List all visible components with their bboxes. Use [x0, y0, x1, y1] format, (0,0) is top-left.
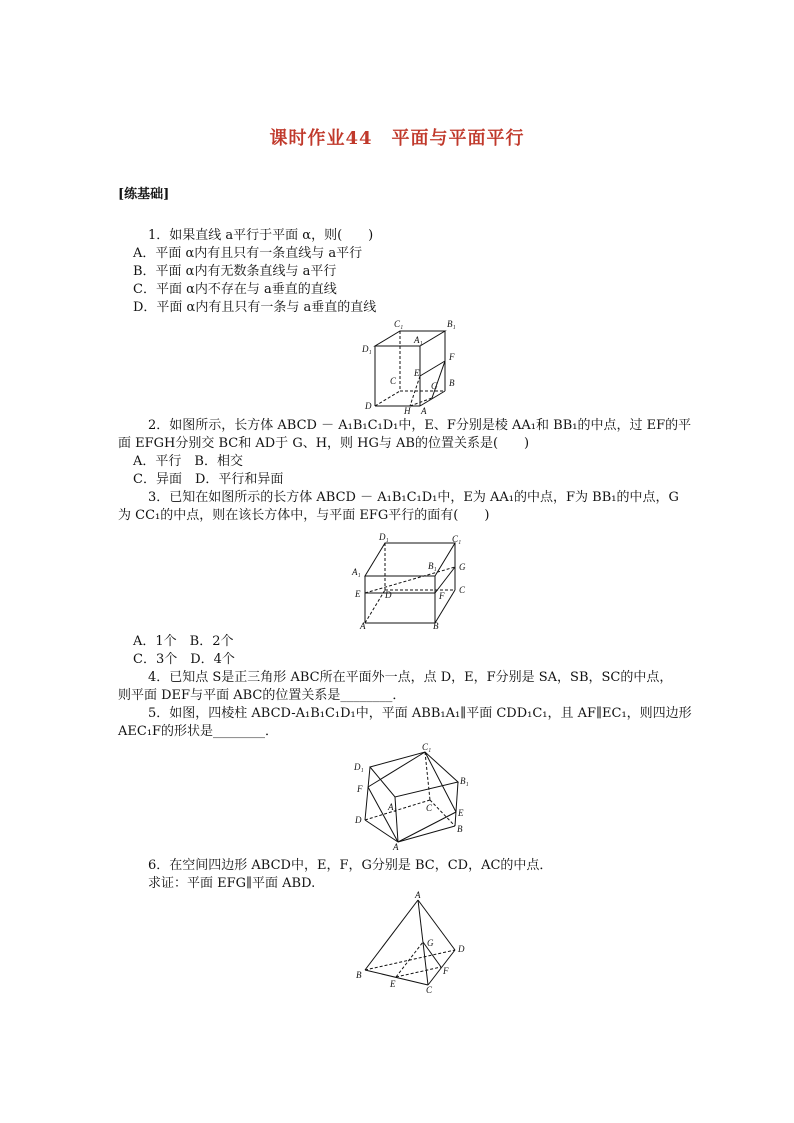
label-f: F: [439, 591, 445, 601]
label-e: E: [390, 979, 396, 989]
q1-option-b: B．平面 α内有无数条直线与 a平行: [133, 264, 337, 279]
figure-cuboid-q2: [360, 316, 470, 416]
figure-cuboid-q3: [350, 531, 480, 631]
q4-stem-line2: 则平面 DEF与平面 ABC的位置关系是________．: [118, 688, 406, 703]
q1-option-d: D．平面 α内有且只有一条与 a垂直的直线: [133, 300, 377, 315]
q6-stem: 6．在空间四边形 ABCD中，E，F，G分别是 BC，CD，AC的中点．: [148, 858, 553, 873]
label-b: B: [457, 824, 463, 834]
q1-stem: 1．如果直线 a平行于平面 α，则( ): [148, 228, 374, 243]
q3-stem-line2: 为 CC₁的中点，则在该长方体中，与平面 EFG平行的面有( ): [118, 508, 490, 523]
q3-options-cd: C．3个 D．4个: [133, 652, 235, 667]
label-a1: A₁: [388, 802, 397, 812]
label-a1: A₁: [352, 567, 361, 577]
label-b: B: [433, 621, 439, 631]
label-c1: C₁: [452, 534, 462, 544]
label-b1: B₁: [460, 776, 469, 786]
q1-option-c: C．平面 α内不存在与 a垂直的直线: [133, 282, 337, 297]
q2-options-ab: A．平行 B．相交: [133, 454, 243, 469]
label-d: D: [385, 590, 392, 600]
label-b1: B₁: [447, 319, 456, 329]
label-e: E: [414, 368, 420, 378]
label-a: A: [421, 406, 427, 416]
label-b1: B₁: [428, 561, 437, 571]
label-a: A: [415, 890, 421, 900]
label-d1: D₁: [379, 532, 389, 542]
label-h: H: [404, 406, 411, 416]
label-c1: C₁: [422, 742, 432, 752]
label-b: B: [449, 378, 455, 388]
section-heading: [练基础]: [118, 187, 170, 202]
q5-stem-line1: 5．如图，四棱柱 ABCD-A₁B₁C₁D₁中，平面 ABB₁A₁∥平面 CDD₁C₁，且 AF∥EC₁，则四边形: [148, 706, 692, 721]
q2-stem-line1: 2．如图所示，长方体 ABCD － A₁B₁C₁D₁中，E、F分别是棱 AA₁和 BB₁的中点，过 EF的平: [148, 418, 692, 433]
label-c: C: [459, 585, 466, 595]
label-g: G: [427, 938, 434, 948]
label-f: F: [357, 784, 363, 794]
q5-stem-line2: AEC₁F的形状是________．: [118, 724, 279, 739]
label-d1: D₁: [362, 344, 372, 354]
label-g: G: [459, 562, 466, 572]
q3-stem-line1: 3．已知在如图所示的长方体 ABCD － A₁B₁C₁D₁中，E为 AA₁的中点，F为 BB₁的中点，G: [148, 490, 679, 505]
label-b: B: [356, 970, 362, 980]
q2-stem-line2: 面 EFGH分别交 BC和 AD于 G、H，则 HG与 AB的位置关系是( ): [118, 436, 530, 451]
label-a1: A₁: [414, 335, 423, 345]
label-d: D: [365, 401, 372, 411]
label-e: E: [355, 589, 361, 599]
figure-prism-q5: [350, 742, 470, 852]
label-c: C: [426, 985, 433, 995]
q1-option-a: A．平面 α内有且只有一条直线与 a平行: [133, 246, 363, 261]
figure-tetrahedron-q6: [350, 890, 470, 995]
page-title: 课时作业44 平面与平面平行: [269, 128, 525, 149]
label-f: F: [449, 352, 455, 362]
label-c1: C₁: [394, 319, 404, 329]
q2-options-cd: C．异面 D．平行和异面: [133, 472, 284, 487]
q4-stem-line1: 4．已知点 S是正三角形 ABC所在平面外一点，点 D，E，F分别是 SA，SB，SC的中点，: [148, 670, 673, 685]
q3-options-ab: A．1个 B．2个: [133, 634, 234, 649]
label-c: C: [390, 376, 397, 386]
label-d1: D₁: [354, 762, 364, 772]
label-g: G: [431, 381, 438, 391]
label-e: E: [458, 808, 464, 818]
label-a: A: [393, 842, 399, 852]
label-c: C: [426, 803, 433, 813]
label-d: D: [458, 944, 465, 954]
label-d: D: [355, 815, 362, 825]
label-f: F: [443, 966, 449, 976]
q6-prove: 求证：平面 EFG∥平面 ABD.: [148, 876, 316, 891]
label-a: A: [360, 621, 366, 631]
